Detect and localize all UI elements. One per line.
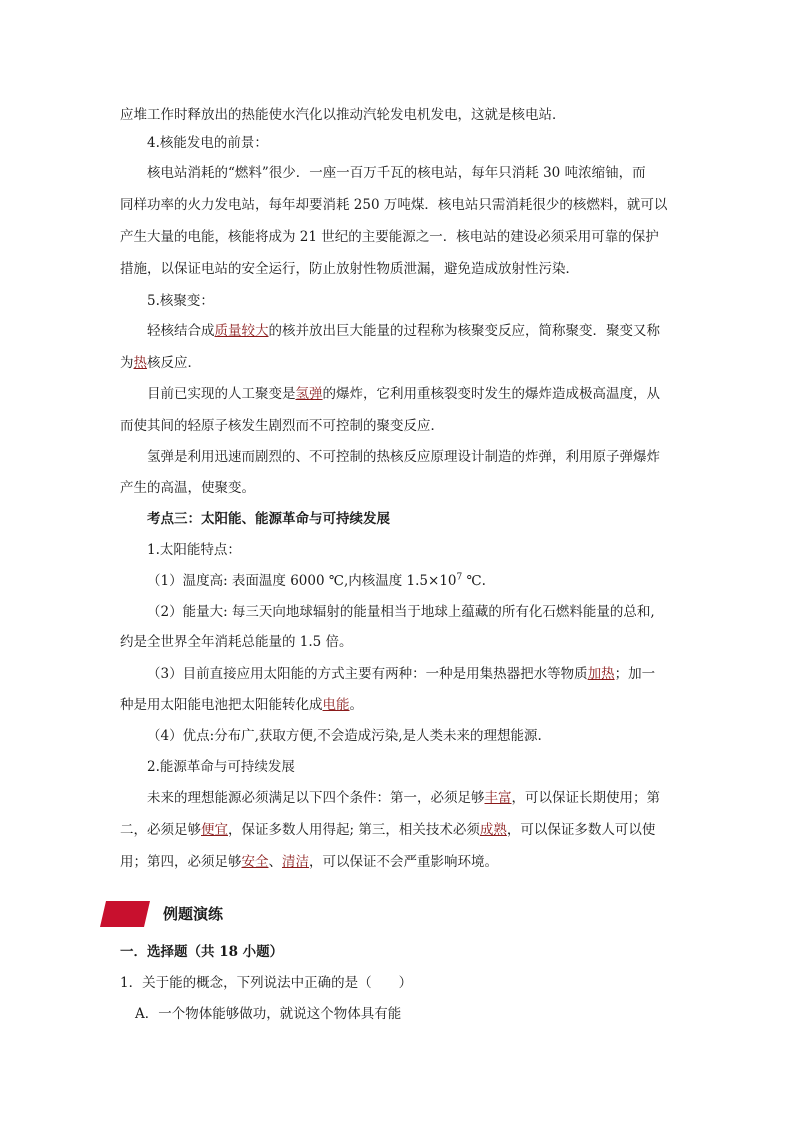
list-item-usage: （3）目前直接应用太阳能的方式主要有两种：一种是用集热器把水等物质加热；加一 bbox=[147, 666, 656, 682]
paragraph-fusion-definition: 为热核反应． bbox=[120, 355, 201, 371]
underlined-term: 电能 bbox=[322, 697, 350, 713]
underlined-term: 安全 bbox=[241, 854, 269, 870]
paragraph-ideal-energy: 二，必须足够便宜，保证多数人用得起; 第三，相关技术必须成熟，可以保证多数人可以使 bbox=[120, 822, 656, 838]
list-item-usage: 种是用太阳能电池把太阳能转化成电能。 bbox=[120, 697, 363, 713]
question-1: 1．关于能的概念，下列说法中正确的是（ ） bbox=[120, 975, 413, 991]
paragraph-hydrogen-bomb-design: 氢弹是利用迅速而剧烈的、不可控制的热核反应原理设计制造的炸弹，利用原子弹爆炸 bbox=[147, 449, 660, 465]
paragraph-fusion-definition: 轻核结合成质量较大的核并放出巨大能量的过程称为核聚变反应，简称聚变．聚变又称 bbox=[147, 323, 660, 339]
paragraph-prospects-line: 同样功率的火力发电站，每年却要消耗 250 万吨煤．核电站只需消耗很少的核燃料，就可以 bbox=[120, 197, 668, 213]
underlined-term: 加热 bbox=[587, 666, 615, 682]
heading-nuclear-power-prospects: 4.核能发电的前景： bbox=[147, 135, 268, 151]
heading-multiple-choice: 一．选择题（共 18 小题） bbox=[120, 944, 284, 960]
list-item-energy: （2）能量大: 每三天向地球辐射的能量相当于地球上蕴藏的所有化石燃料能量的总和, bbox=[147, 604, 655, 620]
underlined-term: 丰富 bbox=[484, 790, 512, 806]
paragraph-ideal-energy: 未来的理想能源必须满足以下四个条件：第一，必须足够丰富，可以保证长期使用；第 bbox=[147, 790, 660, 806]
list-item-energy: 约是全世界全年消耗总能量的 1.5 倍。 bbox=[120, 634, 353, 650]
heading-nuclear-fusion: 5.核聚变： bbox=[147, 293, 214, 309]
underlined-term: 氢弹 bbox=[295, 386, 323, 402]
paragraph-hydrogen-bomb: 而使其间的轻原子核发生剧烈而不可控制的聚变反应． bbox=[120, 418, 444, 434]
underlined-term: 热 bbox=[133, 355, 147, 371]
question-1-option-a: A．一个物体能够做功，就说这个物体具有能 bbox=[135, 1006, 402, 1022]
list-item-advantages: （4）优点:分布广,获取方便,不会造成污染,是人类未来的理想能源. bbox=[147, 728, 542, 744]
underlined-term: 清洁 bbox=[282, 854, 309, 870]
heading-solar-features: 1.太阳能特点： bbox=[147, 542, 241, 558]
heading-key-point-three: 考点三：太阳能、能源革命与可持续发展 bbox=[147, 511, 390, 527]
underlined-term: 质量较大 bbox=[214, 323, 269, 339]
paragraph-hydrogen-bomb: 目前已实现的人工聚变是氢弹的爆炸，它利用重核裂变时发生的爆炸造成极高温度，从 bbox=[147, 386, 660, 402]
heading-energy-revolution: 2.能源革命与可持续发展 bbox=[147, 759, 295, 775]
paragraph-prospects-line: 产生大量的电能，核能将成为 21 世纪的主要能源之一．核电站的建设必须采用可靠的保护 bbox=[120, 229, 659, 245]
list-item-temperature: （1）温度高: 表面温度 6000 ℃,内核温度 $1.5\times 10^7$ ℃. bbox=[147, 572, 486, 589]
paragraph-intro: 应堆工作时释放出的热能使水汽化以推动汽轮发电机发电，这就是核电站． bbox=[120, 107, 566, 123]
paragraph-prospects-line: 核电站消耗的“燃料”很少．一座一百万千瓦的核电站，每年只消耗 30 吨浓缩铀，而 bbox=[147, 165, 646, 181]
section-banner-title: 例题演练 bbox=[163, 905, 224, 923]
section-banner-marker bbox=[100, 901, 150, 927]
underlined-term: 便宜 bbox=[201, 822, 228, 838]
paragraph-hydrogen-bomb-design: 产生的高温，使聚变。 bbox=[120, 480, 255, 496]
paragraph-ideal-energy: 用；第四，必须足够安全、清洁，可以保证不会严重影响环境。 bbox=[120, 854, 498, 870]
underlined-term: 成熟 bbox=[479, 822, 507, 838]
paragraph-prospects-line: 措施，以保证电站的安全运行，防止放射性物质泄漏，避免造成放射性污染． bbox=[120, 261, 579, 277]
